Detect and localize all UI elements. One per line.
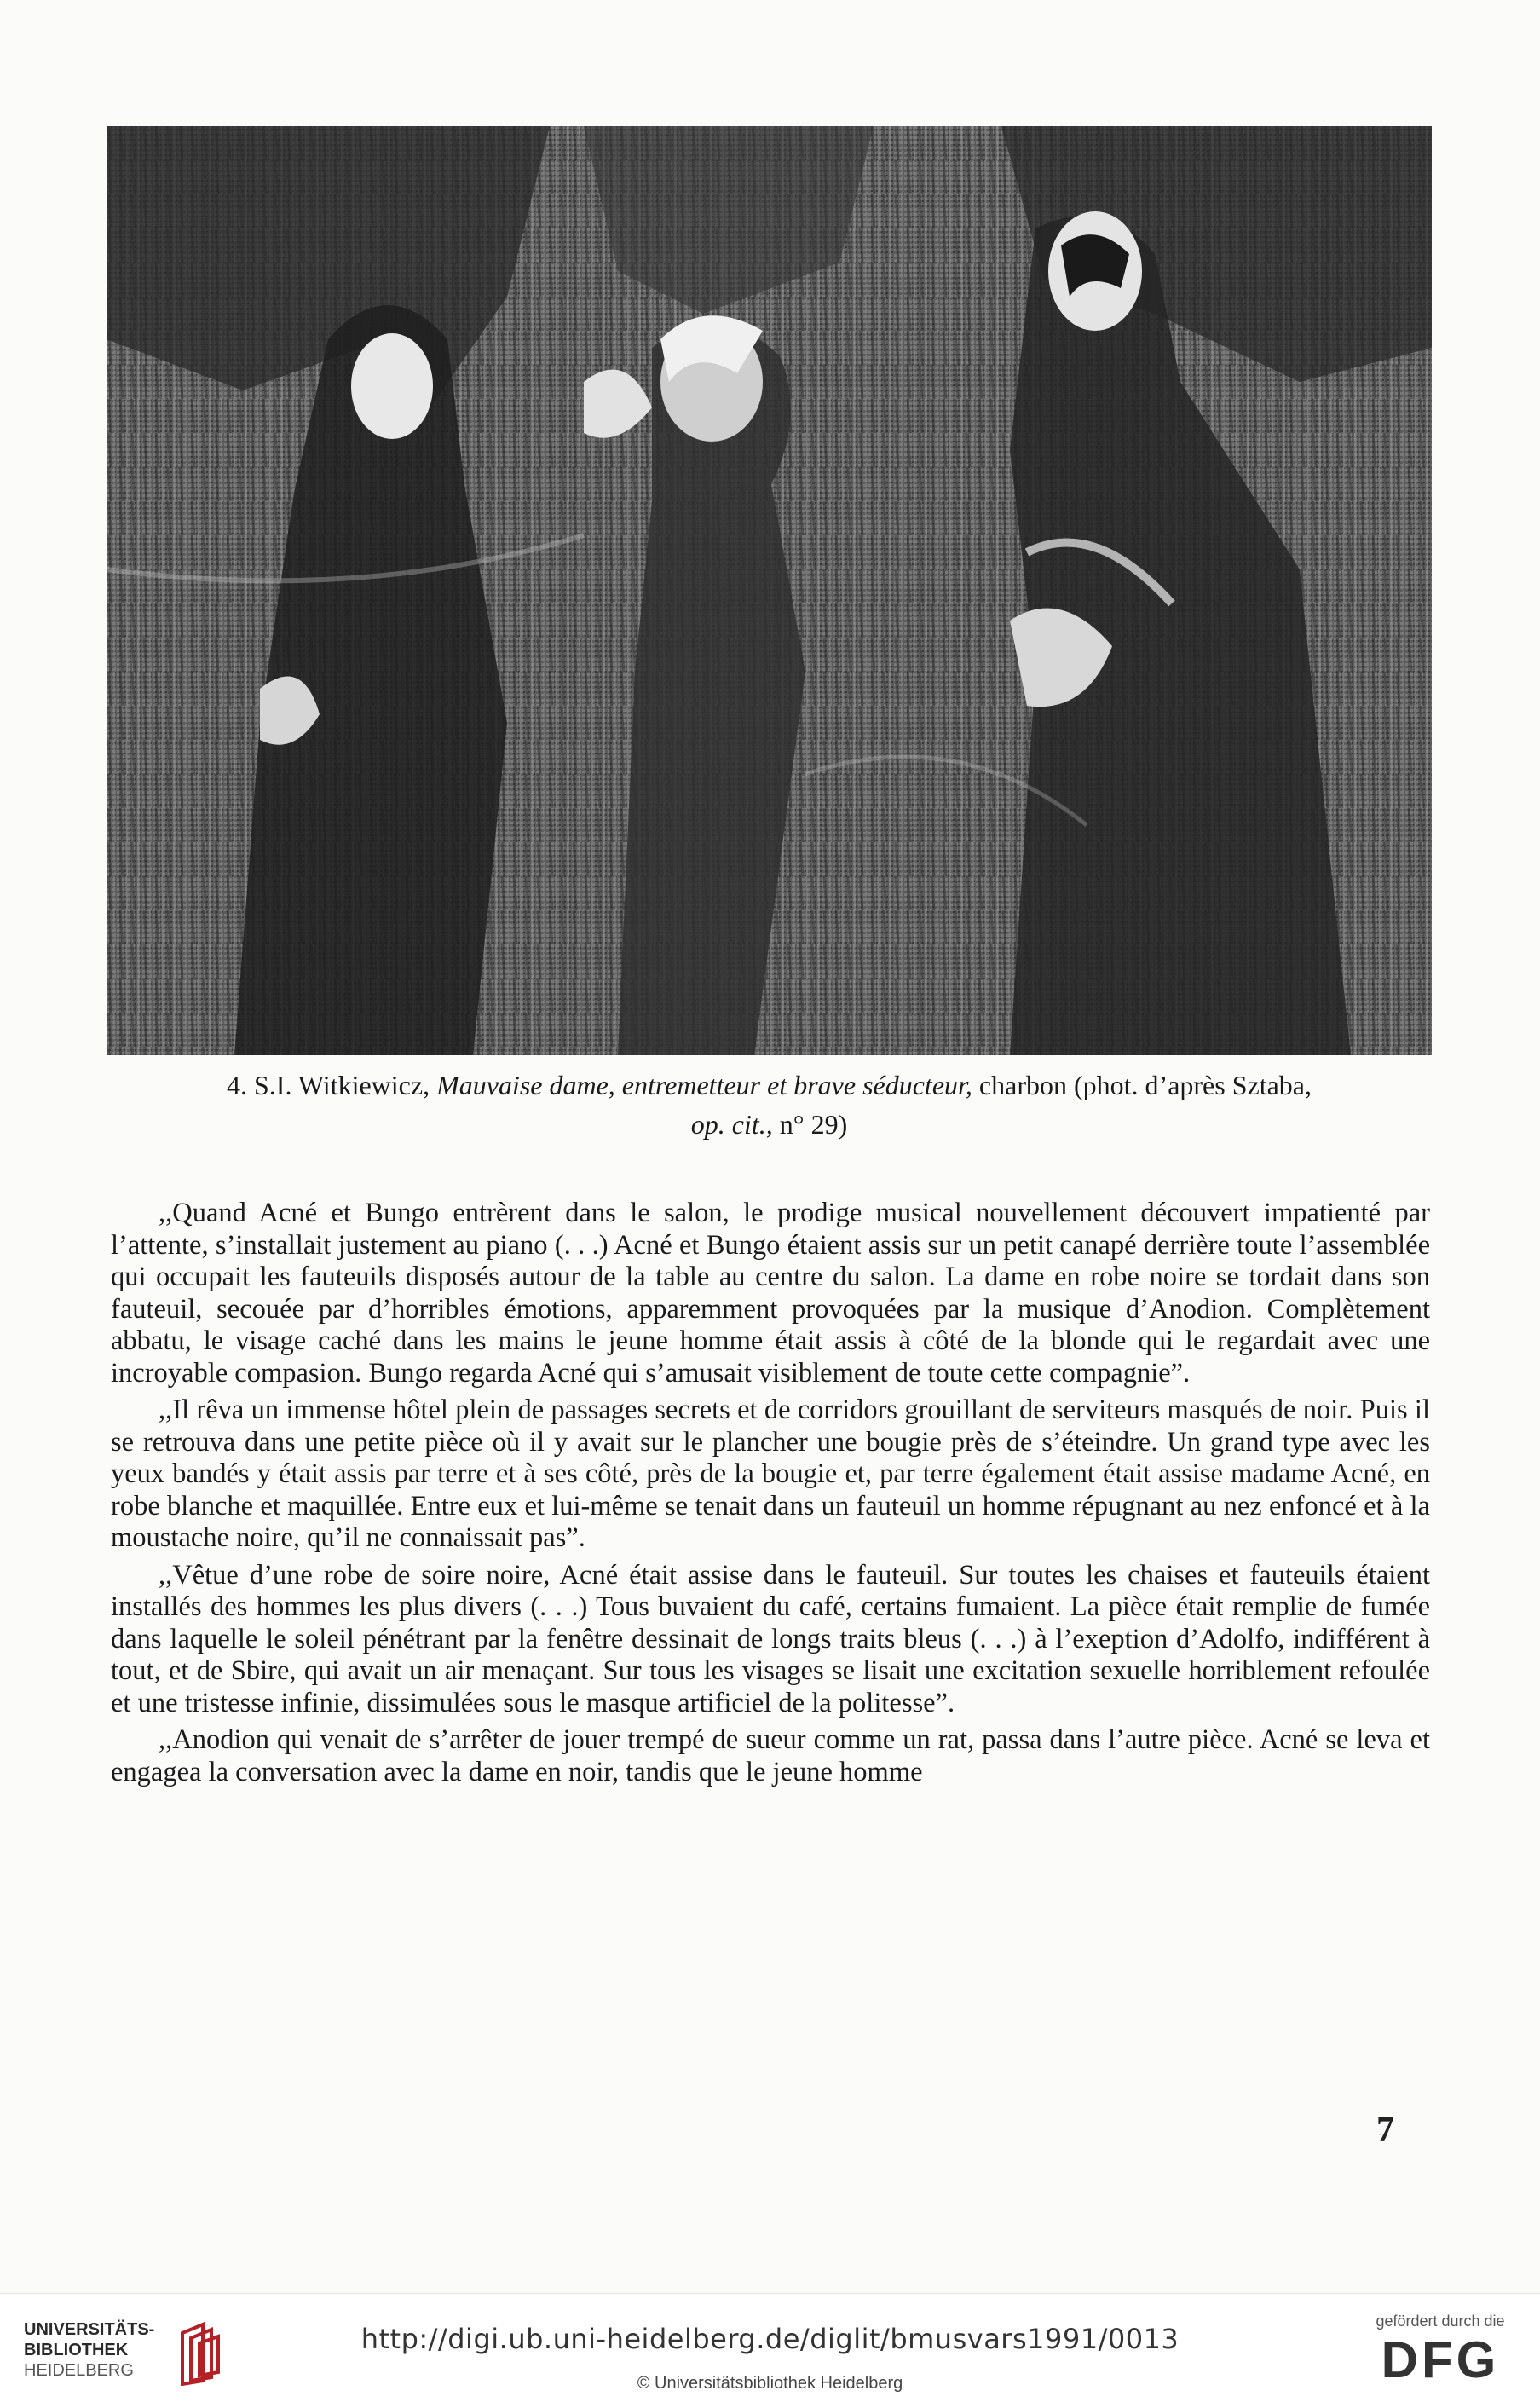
page-number: 7 [1376, 2111, 1394, 2150]
dfg-logo: DFG [1381, 2331, 1500, 2388]
caption-number: 4. [227, 1070, 247, 1100]
caption-reference: op. cit., [690, 1109, 773, 1140]
caption-title: Mauvaise dame, entremetteur et brave séducteur, [436, 1070, 972, 1100]
caption-medium: charbon (phot. d’après Sztaba, [978, 1070, 1312, 1100]
body-text [111, 1198, 1430, 1788]
illustration-image [107, 126, 1432, 1055]
funder-block[interactable] [1359, 2313, 1521, 2398]
paragraph: ,,Anodion qui venait de s’arrêter de jouer trempé de sueur comme un rat, passa dans l’autre pièce. Acné se leva et engagea la conversation avec la dame en noir, tandis que le jeune homme [111, 1724, 1430, 1787]
library-name-line: HEIDELBERG [24, 2361, 134, 2380]
footer [0, 2293, 1540, 2408]
paragraph: ,,Il rêva un immense hôtel plein de passages secrets et de corridors grouillant de serviteurs masqués de noir. Puis il se retrouva dans une petite pièce où il y avait sur le plancher une bougie près de s’éteindre. Un grand type avec les yeux bandés y était assis par terre et à ses côté, près de la bougie et, par terre également était assise madame Acné, en robe blanche et maquillée. Entre eux et lui-même se tenait dans un fauteuil un homme répugnant au nez enfoncé et à la moustache noire, qu’il ne connaissait pas”. [111, 1395, 1430, 1553]
charcoal-drawing-image [107, 126, 1432, 1055]
document-url-link[interactable]: http://digi.ub.uni-heidelberg.de/diglit/bmusvars1991/0013 [360, 2323, 1180, 2355]
copyright-notice: © Universitätsbibliothek Heidelberg [637, 2374, 903, 2393]
library-name-line: BIBLIOTHEK [24, 2341, 129, 2359]
caption-artist: S.I. Witkiewicz, [254, 1070, 430, 1100]
paragraph: ,,Vêtue d’une robe de soire noire, Acné était assise dans le fauteuil. Sur toutes les chaises et fauteuils étaient installés des hommes les plus divers (. . .) Tous buvaient du café, certains fumaient. La pièce était remplie de fumée dans laquelle le soleil pénétrant par la fenêtre dessinait de longs traits bleus (. . .) à l’exeption d’Adolfo, indifférent à tout, et de Sbire, qui avait un air menaçant. Sur tous les visages se lisait une excitation sexuelle horriblement refoulée et une tristesse infinie, dissimulées sous le masque artificiel de la politesse”. [111, 1559, 1430, 1718]
library-name-line: UNIVERSITÄTS- [24, 2320, 155, 2339]
caption-reference-number: n° 29) [779, 1109, 848, 1140]
figure-caption [77, 1065, 1462, 1144]
funder-label: gefördert durch die [1376, 2313, 1505, 2330]
paragraph: ,,Quand Acné et Bungo entrèrent dans le salon, le prodige musical nouvellement découvert impatienté par l’attente, s’installait justement au piano (. . .) Acné et Bungo étaient assis sur un petit canapé derrière toute l’assemblée qui occupait les fauteuils disposés autour de la table au centre du salon. La dame en robe noire se tordait dans son fauteuil, secouée par d’horribles émotions, apparemment provoquées par la musique d’Anodion. Complètement abbatu, le visage caché dans les mains le jeune homme était assis à côté de la blonde qui le regardait avec une incroyable compasion. Bungo regarda Acné qui s’amusait visiblement de toute cette compagnie”. [111, 1198, 1430, 1389]
